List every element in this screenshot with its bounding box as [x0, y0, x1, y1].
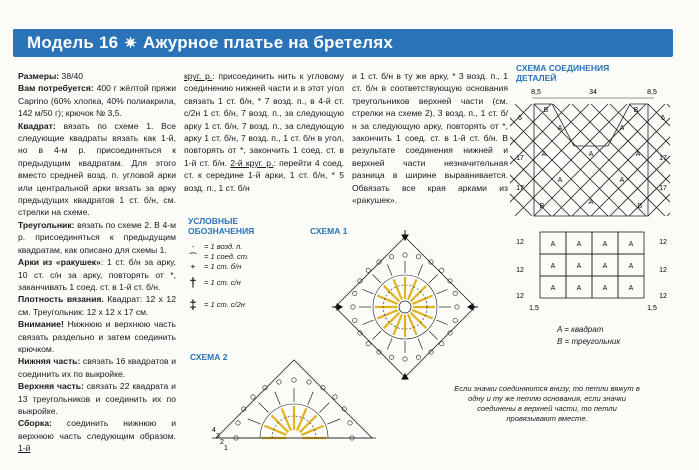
instructions-column-1: [18, 70, 176, 455]
legend-label: = 1 ст. с/н: [204, 278, 241, 287]
legend-item: [184, 272, 304, 294]
stitch-mark: [363, 320, 374, 325]
dim-label: 12: [516, 267, 524, 274]
round1-text: : присоединить нить к угловому соединению нижней части и в этот угол связать 1 ст. б/н, * 7 возд. п., в 4-й ст. с/2н 1 ст. б/н, 7 возд. п., за следующую арку 1 ст. б/н, 7 возд. п., за следующую арку 1 ст. б/н, 7 возд. п., 1 ст. б/н в угол, повторять от *, закончить 1 соед. ст. в 1-й ст. б/н.: [184, 71, 344, 168]
stitch-mark: [429, 331, 437, 339]
chain-mark: [403, 357, 407, 361]
dim-label: 12: [659, 239, 667, 246]
scheme2-diagram: [210, 352, 378, 452]
chain-mark: [389, 255, 393, 259]
square-paragraph: [18, 120, 176, 219]
dim-label: 12: [659, 267, 667, 274]
dim-label: 1,5: [647, 305, 657, 312]
cell-label: A: [588, 199, 594, 206]
instructions-column-2: [184, 70, 344, 194]
stitch-mark: [387, 338, 392, 349]
chain-mark: [292, 378, 296, 382]
stitch-mark: [372, 331, 380, 339]
chain-mark: [351, 305, 355, 309]
dim-label: 12: [516, 293, 524, 300]
lower-value: связать 16 квадратов и соединить их по выкройке.: [18, 356, 176, 379]
legend-item: [184, 262, 304, 272]
dim-label: 12: [659, 293, 667, 300]
scheme2-title: СХЕМА 2: [190, 352, 228, 362]
density-paragraph: [18, 293, 176, 318]
cell-label: A: [628, 263, 634, 270]
cell-label: A: [588, 151, 594, 158]
star-icon: ✷: [124, 35, 138, 52]
page-title: [27, 33, 393, 53]
stitch-mark: [319, 403, 329, 413]
cell-label: B: [543, 107, 549, 114]
sizes-paragraph: [18, 70, 176, 82]
round2-text: : перейти 4 соед. ст. к середине 1-й арки, 1 ст. б/н, * 5 возд. п., 1 ст. б/н: [184, 157, 344, 193]
cell-label: B: [637, 203, 643, 210]
shell-paragraph: [18, 256, 176, 293]
row-label: 1: [224, 445, 228, 452]
attention-paragraph: [18, 318, 176, 355]
density-value: Квадрат: 12 x 12 см. Треугольник: 12 x 12 x 17 см.: [18, 294, 176, 317]
dim-label: 17: [659, 185, 667, 192]
chain-mark: [366, 268, 370, 272]
row-label: 3: [216, 433, 220, 440]
chain-mark: [455, 305, 459, 309]
shell-value: : 1 ст. б/н за арку, 10 ст. с/н за арку, повторять от *, заканчивать 1 соед. ст. в 1-й ст. б/н.: [18, 257, 177, 292]
dim-label: 6: [661, 115, 665, 122]
chain-mark: [366, 342, 370, 346]
square-value: вязать по схеме 1. Все следующие квадраты вязать как 1-й, но в 4-м р. присоединяться к предыдущим квадратам. Для этого вместо средней возд. п. угловой арки или центральной арки вязать за арку предыдущих квадратов 1 ст. б/н, см. стрелки на схеме.: [18, 120, 176, 218]
chain-mark: [389, 355, 393, 359]
legend-label: = 1 соед. ст.: [204, 252, 250, 261]
chain-mark: [353, 318, 357, 322]
dim-label: 6: [518, 115, 522, 122]
stitch-mark: [308, 392, 313, 405]
assembly-paragraph: [18, 417, 176, 454]
stitch-mark: [259, 403, 269, 413]
stitch-mark: [418, 265, 423, 276]
attention-value: Нижнюю и верхнюю часть связать раздельно и затем соединить крючком.: [18, 319, 176, 354]
lower-label: Нижняя часть:: [18, 356, 81, 367]
chain-mark: [277, 380, 281, 384]
stitch-mark: [429, 274, 437, 282]
chain-mark: [453, 291, 457, 295]
stitch-mark: [436, 289, 447, 294]
row-label: 2: [220, 439, 224, 446]
dim-label: 34: [589, 89, 597, 96]
chain-mark: [353, 291, 357, 295]
chain-stitch-icon: ∙: [191, 242, 195, 251]
cell-label: A: [557, 177, 563, 184]
stitch-mark: [327, 419, 340, 424]
model-title: Ажурное платье на бретелях: [143, 33, 393, 52]
cell-label: A: [602, 285, 608, 292]
materials-value: 400 г жёлтой пряжи Caprino (60% хлопка, 40% полиакрила, 142 м/50 г); крючок № 3,5.: [18, 83, 176, 119]
assembly-tail: 1-й: [18, 443, 31, 454]
stitch-mark: [418, 338, 423, 349]
details-title: СХЕМА СОЕДИНЕНИЯ ДЕТАЛЕЙ: [516, 63, 610, 83]
cell-label: B: [633, 107, 639, 114]
square-label: Квадрат:: [18, 120, 56, 131]
dim-label: 17: [659, 155, 667, 162]
cell-label: A: [628, 241, 634, 248]
stitch-mark: [275, 392, 280, 405]
stitch-mark: [248, 419, 261, 424]
legend-item: [184, 294, 304, 316]
assembly-label: Сборка:: [18, 418, 52, 429]
cell-label: A: [635, 151, 641, 158]
chain-mark: [453, 318, 457, 322]
round-paragraph: [184, 70, 344, 194]
stitch-mark: [372, 274, 380, 282]
materials-label: Вам потребуется:: [18, 83, 94, 94]
cell-label: A: [576, 263, 582, 270]
lower-paragraph: [18, 355, 176, 380]
sizes-label: Размеры:: [18, 71, 60, 81]
chain-mark: [440, 342, 444, 346]
shell-label: Арки из «ракушек»: [18, 257, 101, 268]
materials-paragraph: [18, 82, 176, 119]
row-label: 4: [212, 427, 216, 434]
stitch-mark: [436, 320, 447, 325]
triangle-label: Треугольник:: [18, 219, 75, 230]
chain-mark: [333, 395, 337, 399]
legend-item: [184, 252, 304, 262]
scheme1-title: СХЕМА 1: [310, 226, 348, 236]
stitch-mark: [387, 265, 392, 276]
dim-label: 1,5: [529, 305, 539, 312]
chain-mark: [416, 355, 420, 359]
cell-label: B: [539, 203, 545, 210]
details-diagram: [510, 84, 670, 314]
legend-label: = 1 ст. б/н: [204, 262, 242, 271]
header-bar: [13, 29, 673, 57]
details-legend: [557, 324, 620, 348]
legend-item: [184, 242, 304, 252]
instructions-column-3: [352, 70, 508, 206]
cell-label: A: [550, 241, 556, 248]
upper-value: связать 22 квадрата и 13 треугольников и соединить их по выкройке.: [18, 381, 176, 416]
chain-mark: [251, 395, 255, 399]
stitch-mark: [363, 289, 374, 294]
cell-label: A: [628, 285, 634, 292]
density-label: Плотность вязания.: [18, 294, 104, 305]
chain-mark: [348, 421, 352, 425]
legend-a: A = квадрат: [557, 325, 604, 334]
triangle-value: вязать по схеме 2. В 4-м р. присоединяться к предыдущим квадратам, как описано для схемы 1.: [18, 219, 176, 255]
cell-label: A: [602, 241, 608, 248]
continuation-text: и 1 ст. б/н в ту же арку, * 3 возд. п., 1 ст. б/н в соответствующую основания треугольников верхней части (см. стрелки на схеме 2), 3 возд. п., 1 ст. б/н за следующую арку, повторять от *, закончить 1 соед. ст. в 1-й ст. б/н. В результате соединения нижней и верхней части незначительная разница в ширине выравнивается. Обвязать все края арками из «ракушек».: [352, 71, 508, 206]
cell-label: A: [541, 151, 547, 158]
dim-label: 8,5: [531, 89, 541, 96]
symbol-legend: [184, 242, 304, 316]
chain-mark: [416, 255, 420, 259]
dim-label: 17: [516, 185, 524, 192]
dim-label: 12: [516, 239, 524, 246]
chain-mark: [236, 421, 240, 425]
dim-label: 8,5: [647, 89, 657, 96]
chain-mark: [403, 253, 407, 257]
assembly-value: соединить нижнюю и верхнюю часть следующим образом.: [18, 418, 176, 441]
legend-label: = 1 возд. п.: [204, 242, 243, 251]
double-crochet-icon: †: [189, 275, 197, 290]
cell-label: A: [550, 285, 556, 292]
legend-b: B = треугольник: [557, 337, 621, 346]
cell-label: A: [576, 285, 582, 292]
joining-note: Если значки соединяются внизу, то петли вяжут в одну и ту же петлю основания, если значки соединены в верхней части, то петли провязывают вместе.: [454, 384, 640, 423]
single-crochet-icon: +: [190, 262, 196, 271]
treble-crochet-icon: ‡: [189, 297, 197, 312]
legend-title: УСЛОВНЫЕ ОБОЗНАЧЕНИЯ: [188, 216, 255, 236]
upper-paragraph: [18, 380, 176, 417]
legend-label: = 1 ст. с/2н: [204, 300, 245, 309]
upper-label: Верхняя часть:: [18, 381, 84, 392]
sizes-value: 38/40: [59, 71, 84, 81]
round2-label: 2-й круг. р.: [230, 157, 274, 168]
cell-label: A: [550, 263, 556, 270]
triangle-paragraph: [18, 219, 176, 256]
cell-label: A: [619, 177, 625, 184]
dim-label: 17: [516, 155, 524, 162]
attention-label: Внимание!: [18, 319, 64, 330]
round1-label: круг. р.: [184, 71, 213, 81]
cell-label: A: [619, 125, 625, 132]
cell-label: A: [557, 125, 563, 132]
chain-mark: [440, 268, 444, 272]
cell-label: A: [602, 263, 608, 270]
chain-mark: [307, 380, 311, 384]
model-label: Модель 16: [27, 33, 119, 52]
cell-label: A: [576, 241, 582, 248]
slip-stitch-icon: ⌒: [189, 252, 197, 261]
